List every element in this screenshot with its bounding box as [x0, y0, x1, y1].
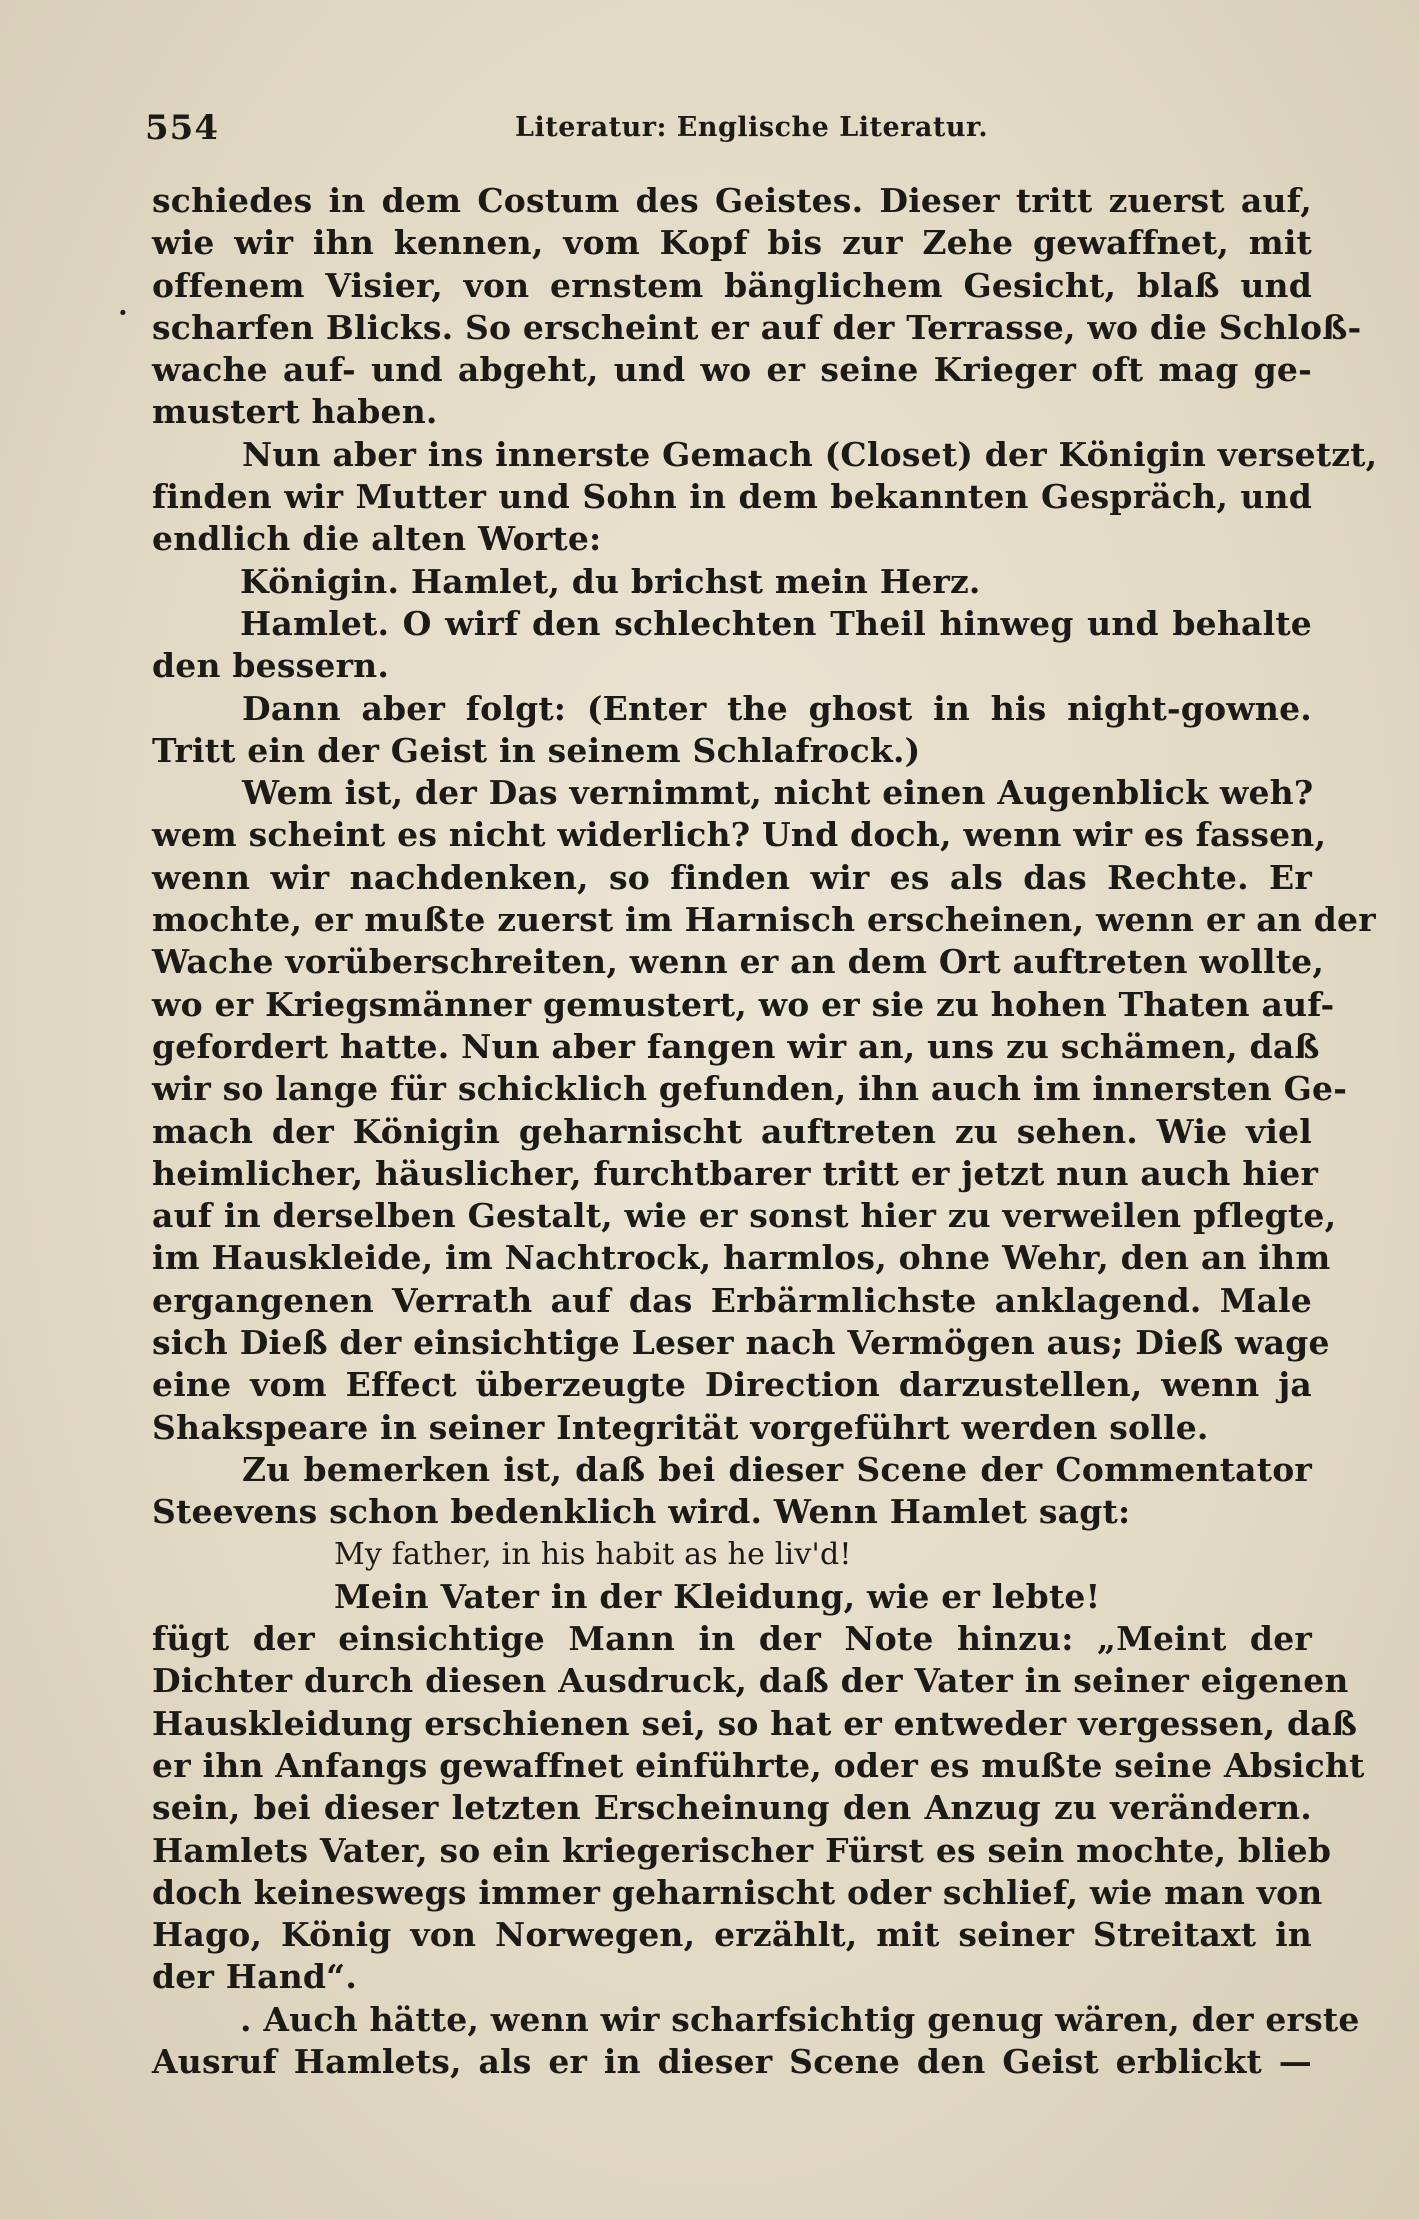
text-line: scharfen Blicks. So erscheint er auf der Terrasse, wo die Schloß-: [152, 307, 1362, 347]
text-line: fügt der einsichtige Mann in der Note hinzu: „Meint der: [152, 1619, 1312, 1659]
text-line: mach der Königin geharnischt auftreten zu sehen. Wie viel: [152, 1111, 1312, 1151]
page-number: 554: [145, 108, 219, 148]
text-line: Dichter durch diesen Ausdruck, daß der Vater in seiner eigenen: [152, 1661, 1349, 1701]
text-line: sich Dieß der einsichtige Leser nach Vermögen aus; Dieß wage: [152, 1323, 1330, 1363]
text-line: Hago, König von Norwegen, erzählt, mit seiner Streitaxt in: [152, 1915, 1312, 1955]
text-line: endlich die alten Worte:: [152, 519, 602, 559]
text-line: Wem ist, der Das vernimmt, nicht einen Augenblick weh?: [242, 773, 1314, 813]
text-line: wie wir ihn kennen, vom Kopf bis zur Zehe gewaffnet, mit: [152, 223, 1312, 263]
text-line: wir so lange für schicklich gefunden, ihn auch im innersten Ge-: [152, 1069, 1348, 1109]
text-line: eine vom Effect überzeugte Direction darzustellen, wenn ja: [152, 1365, 1312, 1405]
body-text: [152, 180, 1378, 2083]
text-line: offenem Visier, von ernstem bänglichem Gesicht, blaß und: [152, 265, 1312, 305]
text-line: wem scheint es nicht widerlich? Und doch, wenn wir es fassen,: [152, 815, 1327, 855]
text-line: Steevens schon bedenklich wird. Wenn Hamlet sagt:: [152, 1492, 1131, 1532]
text-line: mustert haben.: [152, 392, 438, 432]
text-line: im Hauskleide, im Nachtrock, harmlos, ohne Wehr, den an ihm: [152, 1238, 1331, 1278]
text-line: Hamlets Vater, so ein kriegerischer Fürst es sein mochte, blieb: [152, 1830, 1332, 1870]
text-line: Wache vorüberschreiten, wenn er an dem Ort auftreten wollte,: [152, 942, 1325, 982]
text-line: Dann aber folgt: (Enter the ghost in his night-gowne.: [242, 688, 1312, 728]
text-line: der Hand“.: [152, 1957, 358, 1997]
text-line: Hauskleidung erschienen sei, so hat er entweder vergessen, daß: [152, 1703, 1358, 1743]
quote-line-german: Mein Vater in der Kleidung, wie er lebte!: [334, 1576, 1101, 1616]
text-line: finden wir Mutter und Sohn in dem bekannten Gespräch, und: [152, 477, 1312, 517]
text-line: Ausruf Hamlets, als er in dieser Scene den Geist erblickt —: [152, 2042, 1312, 2082]
text-line: wache auf- und abgeht, und wo er seine Krieger oft mag ge-: [152, 350, 1312, 390]
running-head: [145, 108, 1315, 158]
quote-line-english: My father, in his habit as he liv'd!: [334, 1536, 852, 1572]
text-line: doch keineswegs immer geharnischt oder schlief, wie man von: [152, 1872, 1323, 1912]
dialogue-line-queen: Königin. Hamlet, du brichst mein Herz.: [240, 561, 981, 601]
text-line: . Auch hätte, wenn wir scharfsichtig genug wären, der erste: [240, 1999, 1360, 2039]
text-line: Shakspeare in seiner Integrität vorgeführt werden solle.: [152, 1407, 1209, 1447]
text-line: schiedes in dem Costum des Geistes. Dieser tritt zuerst auf,: [152, 181, 1312, 220]
text-line: sein, bei dieser letzten Erscheinung den Anzug zu verändern.: [152, 1788, 1312, 1828]
text-line: Nun aber ins innerste Gemach (Closet) der Königin versetzt,: [242, 434, 1378, 474]
running-title: Literatur: Englische Literatur.: [515, 112, 989, 143]
text-line: Zu bemerken ist, daß bei dieser Scene der Commentator: [242, 1449, 1312, 1489]
text-line: gefordert hatte. Nun aber fangen wir an, uns zu schämen, daß: [152, 1026, 1320, 1066]
text-line: auf in derselben Gestalt, wie er sonst hier zu verweilen pflegte,: [152, 1196, 1337, 1236]
dialogue-line-hamlet: Hamlet. O wirf den schlechten Theil hinweg und behalte: [240, 603, 1312, 643]
text-line: wo er Kriegsmänner gemustert, wo er sie zu hohen Thaten auf-: [152, 984, 1335, 1024]
text-line: ergangenen Verrath auf das Erbärmlichste anklagend. Male: [152, 1280, 1312, 1320]
text-line: heimlicher, häuslicher, furchtbarer tritt er jetzt nun auch hier: [152, 1153, 1319, 1193]
text-line: Tritt ein der Geist in seinem Schlafrock.): [152, 730, 921, 770]
text-line: mochte, er mußte zuerst im Harnisch erscheinen, wenn er an der: [152, 900, 1376, 940]
text-line: wenn wir nachdenken, so finden wir es als das Rechte. Er: [152, 857, 1312, 897]
margin-mark: ·: [118, 296, 128, 329]
text-line: er ihn Anfangs gewaffnet einführte, oder es mußte seine Absicht: [152, 1745, 1365, 1785]
text-line: den bessern.: [152, 646, 390, 686]
